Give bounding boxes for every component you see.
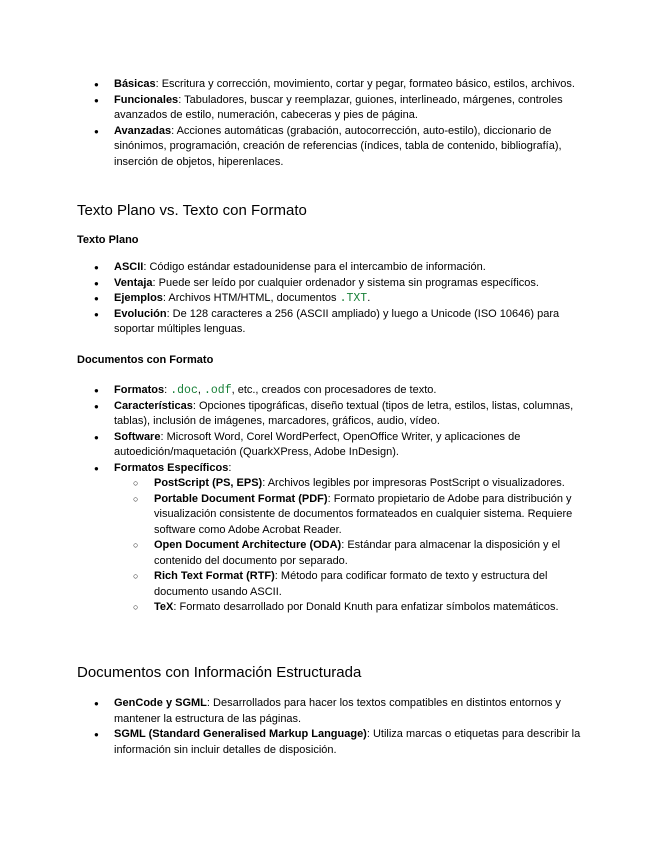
list-item [0,696,655,727]
list-item-text: : Microsoft Word, Corel WordPerfect, OpenOffice Writer, y aplicaciones de autoedición/maquetación (QuarkXPress, Adobe InDesign). [114,430,521,458]
subheading-plain-text: Texto Plano [77,234,139,246]
list-item-text: : Opciones tipográficas, diseño textual (tipos de letra, estilos, listas, columnas, tablas), inclusión de imágenes, marcadores, gráficos, audio, vídeo. [114,399,574,427]
list-item-term: Software [114,430,161,443]
structured-documents-list [0,696,655,758]
list-item-text: : Puede ser leído por cualquier ordenador y sistema sin programas específicos. [152,276,539,289]
list-item-term: Básicas [114,78,156,90]
separator: , [197,384,204,396]
list-item [0,307,655,338]
list-item-term: ASCII [114,261,144,273]
separator: : [164,384,171,396]
sublist-item-term: Open Document Architecture (ODA) [154,539,342,551]
section-title-plain-vs-formatted: Texto Plano vs. Texto con Formato [77,202,307,219]
sublist-item-term: TeX [154,601,174,613]
list-item-text-after: . [367,292,371,304]
list-item-term: GenCode y SGML [114,697,207,709]
inline-code: .odf [203,384,232,397]
formatted-documents-list [0,383,655,616]
list-item [0,399,655,430]
list-item-text: : Tabuladores, buscar y reemplazar, guiones, interlineado, márgenes, controles avanzados de estilo, numeración, cabeceras y pies de página. [114,93,563,121]
list-item [0,430,655,461]
list-item-text: : Código estándar estadounidense para el intercambio de información. [143,261,486,273]
sublist-item-text: : Estándar para almacenar la disposición y el contenido del documento por separado. [154,539,561,567]
sublist-item-term: Portable Document Format (PDF) [154,492,328,505]
inline-code: .doc [170,384,198,397]
list-item-text: : Escritura y corrección, movimiento, cortar y pegar, formateo básico, estilos, archivos. [155,78,575,90]
section-title-structured-documents: Documentos con Información Estructurada [77,664,362,681]
sublist-item [114,538,583,569]
list-item-term: Formatos [114,384,165,396]
list-item [0,93,655,124]
list-item-term: SGML (Standard Generalised Markup Language) [114,728,367,740]
specific-formats-list [114,476,583,616]
editor-features-list [0,77,655,170]
inline-code: .TXT [339,292,368,305]
list-item [0,77,655,93]
plain-text-list [0,260,655,338]
list-item-text: : Desarrollados para hacer los textos compatibles en distintos entornos y mantener la estructura de las páginas. [114,697,561,725]
sublist-item-text: : Formato desarrollado por Donald Knuth para enfatizar símbolos matemáticos. [173,601,559,613]
sublist-item-term: PostScript (PS, EPS) [154,477,263,489]
list-item-term: Ventaja [114,276,153,289]
sublist-item-text: : Método para codificar formato de texto y estructura del documento usando ASCII. [154,570,548,598]
list-item [0,727,655,758]
list-item-term: Características [114,399,193,412]
list-item [0,291,655,307]
list-item-term: Funcionales [114,93,179,106]
list-item-term: Evolución [114,307,167,320]
sublist-item [114,476,583,492]
list-item [0,383,655,399]
sublist-item-text: : Archivos legibles por impresoras PostScript o visualizadores. [262,477,565,489]
list-item [0,260,655,276]
list-item-text: : De 128 caracteres a 256 (ASCII ampliado) y luego a Unicode (ISO 10646) para soportar múltiples lenguas. [114,307,560,335]
list-item-text: : [228,461,232,474]
list-item [0,276,655,292]
sublist-item [114,492,583,539]
sublist-item [114,569,583,600]
list-item-text-after: , etc., creados con procesadores de texto. [231,384,437,396]
list-item-term: Ejemplos [114,292,163,304]
sublist-item-term: Rich Text Format (RTF) [154,570,275,582]
list-item-text: : Utiliza marcas o etiquetas para describir la información sin incluir detalles de disposición. [114,728,581,756]
list-item [0,461,655,616]
subheading-formatted-documents: Documentos con Formato [77,354,214,366]
list-item [0,124,655,171]
list-item-term: Formatos Específicos [114,461,229,474]
list-item-text: : Archivos HTM/HTML, documentos [162,292,340,304]
sublist-item-text: : Formato propietario de Adobe para distribución y visualización consistente de documentos formateados en cualquier sistema. Requiere software como Adobe Acrobat Reader. [154,492,573,536]
list-item-term: Avanzadas [114,124,172,137]
list-item-text: : Acciones automáticas (grabación, autocorrección, auto-estilo), diccionario de sinónimos, programación, creación de referencias (índices, tabla de contenido, bibliografía), inserción de objetos, hiperenlaces. [114,124,562,168]
sublist-item [114,600,583,616]
